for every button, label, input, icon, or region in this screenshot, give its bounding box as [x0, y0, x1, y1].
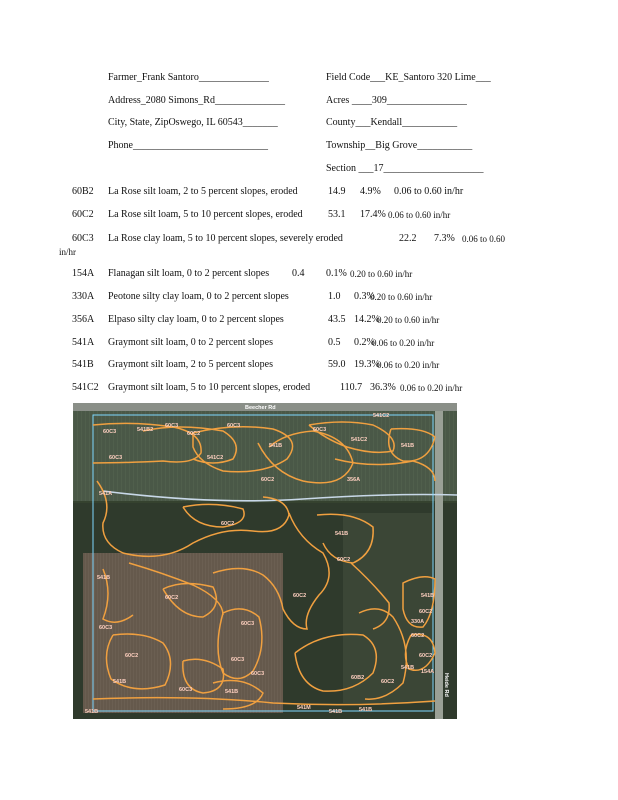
map-label: 60C2 [293, 593, 307, 599]
soil-percent: 14.2% [354, 314, 380, 325]
map-label: 541B [401, 443, 415, 449]
soil-acres: 14.9 [328, 186, 346, 197]
map-label: 541C2 [351, 437, 368, 443]
soil-description: Graymont silt loam, 2 to 5 percent slopes [108, 359, 273, 370]
map-label: 541B [225, 689, 239, 695]
soil-percent: 17.4% [360, 209, 386, 220]
soil-acres: 22.2 [399, 233, 417, 244]
soil-permeability: 0.20 to 0.60 in/hr [350, 269, 413, 279]
soil-description: Graymont silt loam, 5 to 10 percent slopes, eroded [108, 382, 311, 393]
map-label: 60C2 [419, 653, 433, 659]
map-label: 541A [99, 491, 113, 497]
soil-percent: 36.3% [370, 382, 396, 393]
soil-permeability: 0.06 to 0.60 in/hr [394, 186, 464, 197]
city-state-zip-field: City, State, ZipOswego, IL 60543_______ [108, 117, 278, 128]
soil-row [72, 268, 542, 280]
map-label: 541C2 [207, 455, 224, 461]
soil-description: Graymont silt loam, 0 to 2 percent slopes [108, 337, 273, 348]
map-label: 60C2 [411, 633, 425, 639]
soil-code: 60C3 [72, 233, 94, 244]
map-label: 541B [97, 575, 111, 581]
map-label: 541B2 [137, 427, 154, 433]
soil-row [72, 233, 542, 245]
county-field: County___Kendall___________ [326, 117, 458, 128]
soil-permeability: 0.06 to 0.60 [462, 234, 506, 244]
soil-row [72, 359, 542, 371]
map-label: 541B [85, 709, 99, 715]
soil-row [72, 291, 542, 303]
map-label: 60C3 [179, 687, 193, 693]
township-field: Township__Big Grove___________ [326, 140, 473, 151]
soil-description: La Rose silt loam, 2 to 5 percent slopes, eroded [108, 186, 298, 197]
section-field: Section ___17____________________ [326, 163, 484, 174]
phone-field: Phone___________________________ [108, 140, 268, 151]
soil-code: 154A [72, 268, 95, 279]
map-label: 60C2 [337, 557, 351, 563]
farmer-field: Farmer_Frank Santoro______________ [108, 72, 269, 83]
map-label: 60C3 [231, 657, 245, 663]
soil-code: 541A [72, 337, 95, 348]
map-label: 330A [411, 619, 425, 625]
road-label-east: Heide Rd [443, 673, 449, 697]
map-label: 60C3 [165, 423, 179, 429]
soil-acres: 43.5 [328, 314, 346, 325]
soil-code: 356A [72, 314, 95, 325]
map-label: 60C2 [261, 477, 275, 483]
soil-description: Flanagan silt loam, 0 to 2 percent slopes [108, 268, 270, 279]
soil-percent: 0.2% [354, 337, 375, 348]
map-label: 541B [359, 707, 373, 713]
soil-acres: 110.7 [340, 382, 363, 393]
map-label: 356A [347, 477, 361, 483]
road-east [435, 411, 443, 719]
map-label: 60C2 [165, 595, 179, 601]
soil-acres: 53.1 [328, 209, 346, 220]
soil-row [72, 186, 542, 198]
soil-description: La Rose clay loam, 5 to 10 percent slopes, severely eroded [108, 233, 343, 244]
soil-percent: 19.3% [354, 359, 380, 370]
map-label: 60C2 [125, 653, 139, 659]
soil-acres: 0.4 [292, 268, 305, 279]
soil-code: 330A [72, 291, 95, 302]
map-label: 60C2 [381, 679, 395, 685]
map-label: 541B [421, 593, 435, 599]
map-label: 541B [329, 709, 343, 715]
map-label: 60C2 [187, 431, 201, 437]
aerial-soil-map [73, 403, 457, 719]
soil-permeability: 0.06 to 0.60 in/hr [388, 210, 451, 220]
field-code-field: Field Code___KE_Santoro 320 Lime___ [326, 72, 491, 83]
address-field: Address_2080 Simons_Rd______________ [108, 95, 285, 106]
map-label: 60C3 [241, 621, 255, 627]
map-label: 541B [269, 443, 283, 449]
map-label: 60C2 [221, 521, 235, 527]
soil-acres: 0.5 [328, 337, 341, 348]
soil-permeability-wrap: in/hr [59, 247, 76, 257]
map-label: 60C2 [419, 609, 433, 615]
soil-row [72, 314, 542, 326]
soil-permeability: 0.06 to 0.20 in/hr [400, 383, 463, 393]
soil-row [72, 382, 542, 394]
soil-permeability: 0.06 to 0.20 in/hr [372, 338, 435, 348]
soil-permeability: 0.20 to 0.60 in/hr [370, 292, 433, 302]
soil-acres: 59.0 [328, 359, 346, 370]
soil-percent: 0.1% [326, 268, 347, 279]
soil-permeability: 0.06 to 0.20 in/hr [377, 360, 440, 370]
soil-code: 60C2 [72, 209, 94, 220]
map-label: 154A [421, 669, 435, 675]
soil-row [72, 209, 542, 221]
map-label: 541C2 [373, 413, 390, 419]
soil-percent: 4.9% [360, 186, 381, 197]
map-label: 60B2 [351, 675, 365, 681]
map-label: 60C3 [251, 671, 265, 677]
map-label: 60C3 [109, 455, 123, 461]
soil-description: La Rose silt loam, 5 to 10 percent slopes, eroded [108, 209, 303, 220]
soil-acres: 1.0 [328, 291, 341, 302]
map-label: 541B [401, 665, 415, 671]
soil-percent: 0.3% [354, 291, 375, 302]
north-field [73, 411, 457, 501]
map-label: 60C3 [227, 423, 241, 429]
soil-code: 541C2 [72, 382, 99, 393]
soil-permeability: 0.20 to 0.60 in/hr [377, 315, 440, 325]
soil-description: Peotone silty clay loam, 0 to 2 percent slopes [108, 291, 289, 302]
map-label: 541M [297, 705, 311, 711]
map-label: 60C3 [99, 625, 113, 631]
road-label-north: Beecher Rd [245, 405, 276, 411]
map-label: 541B [335, 531, 349, 537]
acres-field: Acres ____309________________ [326, 95, 467, 106]
soil-code: 541B [72, 359, 94, 370]
soil-row [72, 337, 542, 349]
soil-percent: 7.3% [434, 233, 455, 244]
soil-description: Elpaso silty clay loam, 0 to 2 percent slopes [108, 314, 284, 325]
map-label: 60C3 [313, 427, 327, 433]
map-label: 60C3 [103, 429, 117, 435]
map-label: 541B [113, 679, 127, 685]
soil-code: 60B2 [72, 186, 94, 197]
